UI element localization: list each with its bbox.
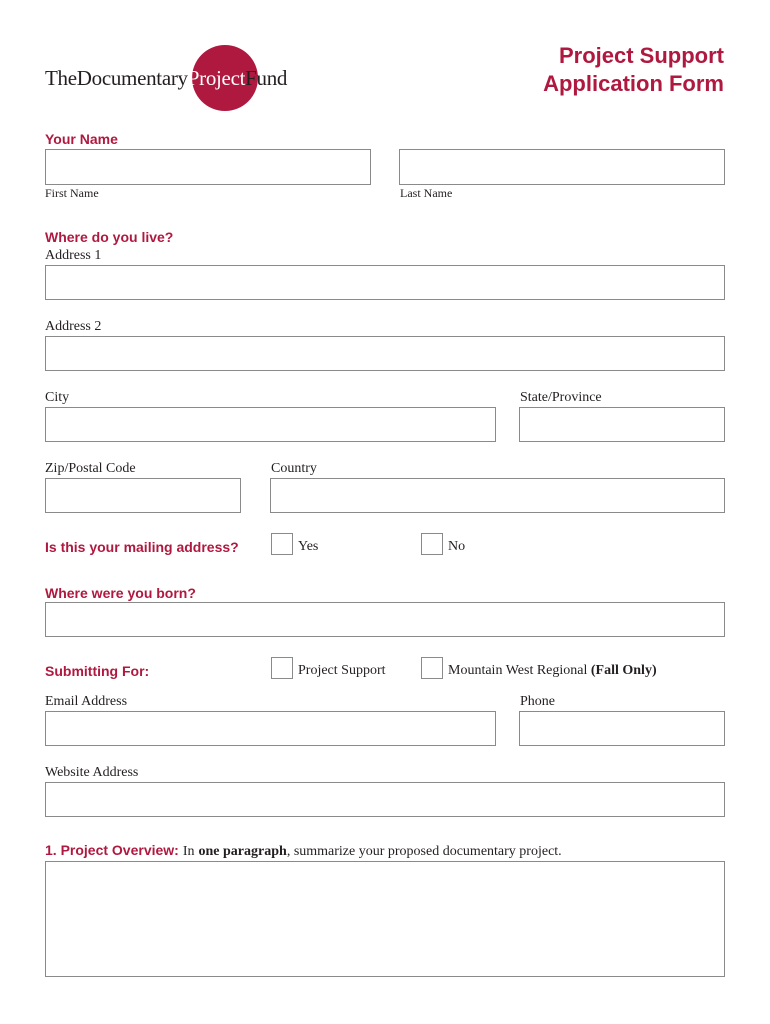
phone-field[interactable]	[519, 711, 725, 746]
mountain-west-text: Mountain West Regional	[448, 663, 588, 678]
zip-field[interactable]	[45, 478, 241, 513]
mailing-no-label: No	[448, 539, 466, 554]
address2-field[interactable]	[45, 336, 725, 371]
first-name-label: First Name	[45, 186, 99, 200]
first-name-field[interactable]	[45, 149, 371, 185]
last-name-field[interactable]	[399, 149, 725, 185]
website-label: Website Address	[45, 765, 139, 780]
mailing-yes-checkbox[interactable]	[271, 533, 293, 555]
project-overview-prompt	[45, 842, 562, 860]
last-name-label: Last Name	[400, 186, 453, 200]
logo-part-the-documentary: TheDocumentary	[45, 66, 188, 90]
project-overview-text-a: In	[182, 844, 195, 859]
form-title-line2: Application Form	[543, 71, 724, 96]
form-title-line1: Project Support	[558, 43, 724, 68]
mailing-yes-label: Yes	[298, 539, 319, 554]
logo-text	[45, 66, 287, 91]
where-live-heading: Where do you live?	[45, 229, 174, 245]
city-label: City	[45, 390, 70, 405]
logo	[45, 44, 315, 114]
where-born-heading: Where were you born?	[45, 585, 196, 601]
project-support-label: Project Support	[298, 663, 386, 678]
form-title	[543, 42, 724, 98]
address1-label: Address 1	[45, 248, 102, 263]
logo-part-project: Project	[187, 66, 246, 90]
phone-label: Phone	[520, 694, 555, 709]
project-support-checkbox[interactable]	[271, 657, 293, 679]
submitting-for-heading: Submitting For:	[45, 663, 150, 679]
mountain-west-checkbox[interactable]	[421, 657, 443, 679]
city-field[interactable]	[45, 407, 496, 442]
birthplace-field[interactable]	[45, 602, 725, 637]
email-field[interactable]	[45, 711, 496, 746]
country-field[interactable]	[270, 478, 725, 513]
project-overview-heading: 1. Project Overview:	[45, 842, 179, 858]
zip-label: Zip/Postal Code	[45, 461, 136, 476]
address1-field[interactable]	[45, 265, 725, 300]
project-overview-textarea[interactable]	[45, 861, 725, 977]
mailing-question: Is this your mailing address?	[45, 539, 239, 555]
mailing-no-checkbox[interactable]	[421, 533, 443, 555]
email-label: Email Address	[45, 694, 128, 709]
state-field[interactable]	[519, 407, 725, 442]
project-overview-text-b: , summarize your proposed documentary project.	[286, 844, 562, 859]
country-label: Country	[271, 461, 317, 476]
website-field[interactable]	[45, 782, 725, 817]
state-label: State/Province	[520, 390, 602, 405]
your-name-heading: Your Name	[45, 131, 118, 147]
logo-part-fund: Fund	[245, 66, 288, 90]
fall-only-text: (Fall Only)	[590, 663, 657, 678]
mountain-west-label	[448, 663, 657, 679]
project-overview-text-bold: one paragraph	[198, 844, 287, 859]
address2-label: Address 2	[45, 319, 102, 334]
